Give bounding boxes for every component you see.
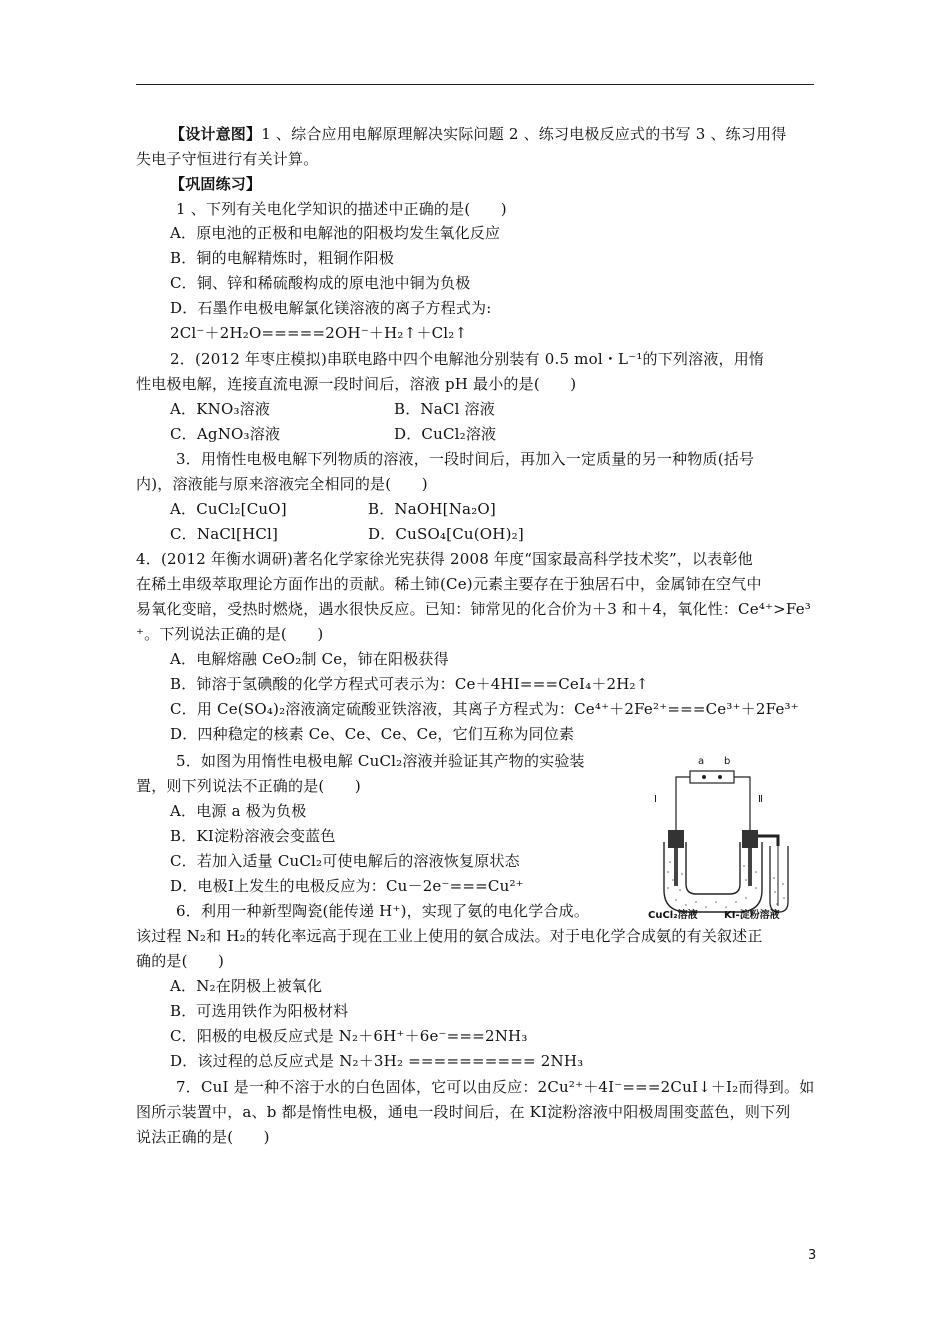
q6-stem-3: 确的是( ) xyxy=(136,952,225,970)
section-title: 【巩固练习】 xyxy=(170,175,262,193)
q4-option-a: A．电解熔融 CeO₂制 Ce，铈在阳极获得 xyxy=(170,650,449,668)
q1-option-d: D．石墨作电极电解氯化镁溶液的离子方程式为: xyxy=(170,299,492,317)
q2-option-d: D．CuCl₂溶液 xyxy=(394,425,497,443)
terminal-a-label: a xyxy=(698,756,705,767)
q6-option-a: A．N₂在阴极上被氧化 xyxy=(170,977,323,995)
q2-stem-2: 性电极电解，连接直流电源一段时间后，溶液 pH 最小的是( ) xyxy=(136,375,577,393)
electrode-2-label: Ⅱ xyxy=(758,794,763,805)
design-intent-line1 xyxy=(170,124,786,144)
q4-stem-4: ⁺。下列说法正确的是( ) xyxy=(136,625,324,643)
q1-equation: 2Cl⁻＋2H₂O=====2OH⁻＋H₂↑＋Cl₂↑ xyxy=(170,324,468,342)
ki-starch-solution-label: KI-淀粉溶液 xyxy=(724,910,780,921)
q4-stem-2: 在稀土串级萃取理论方面作出的贡献。稀土铈(Ce)元素主要存在于独居石中，金属铈在空气中 xyxy=(136,575,762,593)
q6-stem-1: 6．利用一种新型陶瓷(能传递 H⁺)，实现了氨的电化学合成。 xyxy=(176,902,590,920)
q6-stem-2: 该过程 N₂和 H₂的转化率远高于现在工业上使用的氨合成法。对于电化学合成氨的有关叙述正 xyxy=(136,927,763,945)
q4-stem-1: 4．(2012 年衡水调研)著名化学家徐光宪获得 2008 年度“国家最高科学技术奖”，以表彰他 xyxy=(136,550,753,568)
q2-option-a: A．KNO₃溶液 xyxy=(170,400,271,418)
q4-option-c: C．用 Ce(SO₄)₂溶液滴定硫酸亚铁溶液，其离子方程式为：Ce⁴⁺＋2Fe²⁺===Ce³⁺＋2Fe³⁺ xyxy=(170,700,799,718)
q1-option-b: B．铜的电解精炼时，粗铜作阳极 xyxy=(170,249,395,267)
q5-stem-2: 置，则下列说法不正确的是( ) xyxy=(136,777,361,795)
q1-option-c: C．铜、锌和稀硫酸构成的原电池中铜为负极 xyxy=(170,274,471,292)
header-rule xyxy=(136,84,814,85)
electrode-1-label: Ⅰ xyxy=(654,794,657,805)
q4-stem-3: 易氧化变暗，受热时燃烧，遇水很快反应。已知：铈常见的化合价为＋3 和＋4，氧化性：Ce⁴⁺>Fe³ xyxy=(136,600,811,618)
q3-stem-2: 内)，溶液能与原来溶液完全相同的是( ) xyxy=(136,475,428,493)
q6-option-b: B．可选用铁作为阳极材料 xyxy=(170,1002,349,1020)
q5-option-c: C．若加入适量 CuCl₂可使电解后的溶液恢复原状态 xyxy=(170,852,520,870)
q7-stem-3: 说法正确的是( ) xyxy=(136,1128,270,1146)
q3-option-b: B．NaOH[Na₂O] xyxy=(368,500,496,518)
q7-stem-1: 7．CuI 是一种不溶于水的白色固体，它可以由反应：2Cu²⁺＋4I⁻===2CuI↓＋I₂而得到。如 xyxy=(176,1078,815,1096)
q5-option-b: B．KI淀粉溶液会变蓝色 xyxy=(170,827,336,845)
electrolysis-apparatus-figure xyxy=(638,756,818,922)
q2-stem-1: 2．(2012 年枣庄模拟)串联电路中四个电解池分别装有 0.5 mol・L⁻¹的下列溶液，用惰 xyxy=(170,350,765,368)
q3-option-c: C．NaCl[HCl] xyxy=(170,525,279,543)
q6-option-c: C．阳极的电极反应式是 N₂＋6H⁺＋6e⁻===2NH₃ xyxy=(170,1027,528,1045)
apparatus-drawing xyxy=(638,762,818,922)
q5-option-a: A．电源 a 极为负极 xyxy=(170,802,307,820)
design-intent-text: 1 、综合应用电解原理解决实际问题 2 、练习电极反应式的书写 3 、练习用得 xyxy=(261,125,787,143)
q2-option-b: B．NaCl 溶液 xyxy=(394,400,495,418)
q2-option-c: C．AgNO₃溶液 xyxy=(170,425,281,443)
q6-option-d: D．该过程的总反应式是 N₂＋3H₂ ========== 2NH₃ xyxy=(170,1052,584,1070)
q3-option-a: A．CuCl₂[CuO] xyxy=(170,500,287,518)
design-intent-heading: 【设计意图】 xyxy=(170,125,262,143)
q1-stem: 1 、下列有关电化学知识的描述中正确的是( ) xyxy=(176,200,507,218)
q5-stem-1: 5．如图为用惰性电极电解 CuCl₂溶液并验证其产物的实验装 xyxy=(176,752,585,770)
q5-option-d: D．电极Ⅰ上发生的电极反应为：Cu－2e⁻===Cu²⁺ xyxy=(170,877,524,895)
terminal-b-label: b xyxy=(724,756,731,767)
cucl2-solution-label: CuCl₂溶液 xyxy=(648,910,698,921)
q4-option-d: D．四种稳定的核素 Ce、Ce、Ce、Ce，它们互称为同位素 xyxy=(170,725,575,743)
design-intent-line2: 失电子守恒进行有关计算。 xyxy=(136,150,319,168)
q4-option-b: B．铈溶于氢碘酸的化学方程式可表示为：Ce＋4HI===CeI₄＋2H₂↑ xyxy=(170,675,649,693)
q3-option-d: D．CuSO₄[Cu(OH)₂] xyxy=(368,525,524,543)
page-number: 3 xyxy=(808,1248,817,1263)
q7-stem-2: 图所示装置中，a、b 都是惰性电极，通电一段时间后，在 KI淀粉溶液中阳极周围变蓝色，则下列 xyxy=(136,1103,791,1121)
q1-option-a: A．原电池的正极和电解池的阳极均发生氧化反应 xyxy=(170,224,501,242)
q3-stem-1: 3．用惰性电极电解下列物质的溶液，一段时间后，再加入一定质量的另一种物质(括号 xyxy=(176,450,755,468)
